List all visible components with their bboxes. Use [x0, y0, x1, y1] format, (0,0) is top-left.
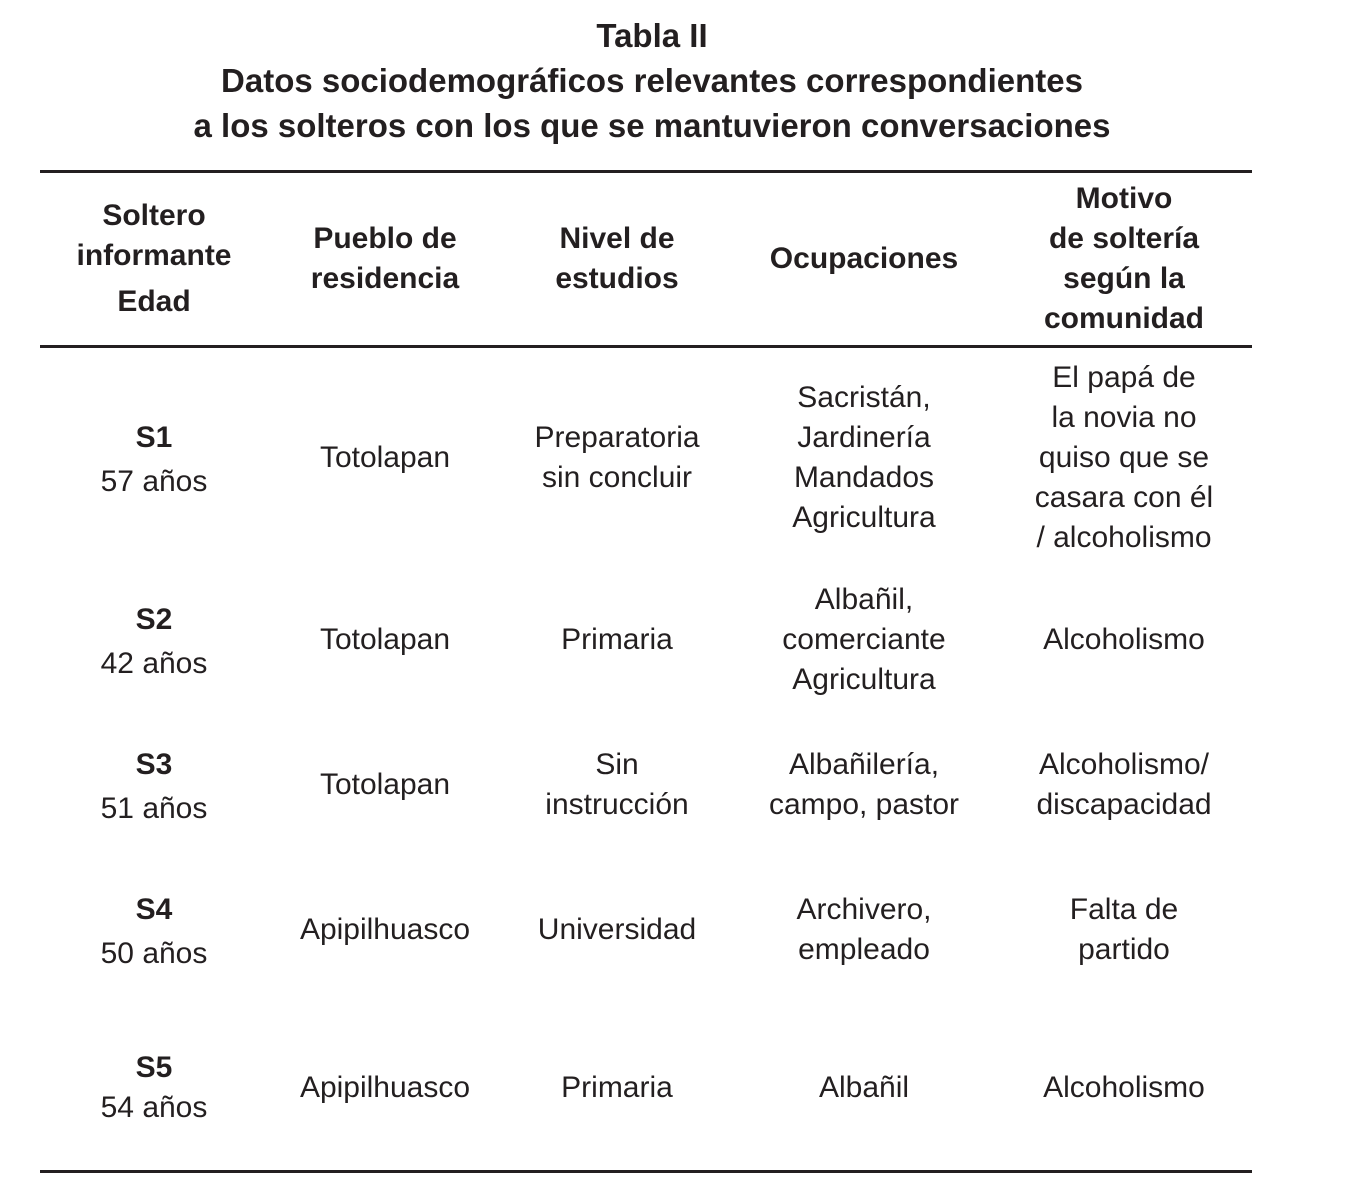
cell-town	[268, 1012, 502, 1164]
reason-line: El papá de	[1052, 361, 1196, 394]
header-line: Edad	[117, 285, 191, 318]
reason-line: Alcoholismo/	[1038, 748, 1210, 781]
reason-line: Falta de	[1069, 893, 1179, 926]
cell-education	[502, 722, 732, 848]
cell-occupations	[732, 1012, 996, 1164]
occupations-line: Agricultura	[792, 663, 936, 696]
cell-education	[502, 358, 732, 558]
soltero-age: 51 años	[100, 792, 208, 825]
header-soltero	[40, 173, 268, 345]
cell-soltero	[40, 358, 268, 558]
town-line: Apipilhuasco	[299, 913, 471, 946]
cell-soltero	[40, 1012, 268, 1164]
reason-line: partido	[1078, 933, 1170, 966]
cell-town	[268, 848, 502, 1012]
education-line: Primaria	[561, 1071, 673, 1104]
education-line: sin concluir	[541, 461, 693, 494]
soltero-age: 50 años	[100, 937, 208, 970]
cell-occupations	[732, 722, 996, 848]
table-row	[40, 358, 1252, 558]
town-line: Apipilhuasco	[299, 1071, 471, 1104]
soltero-id: S1	[135, 421, 173, 454]
header-line: informante	[76, 239, 232, 272]
cell-town	[268, 722, 502, 848]
header-line: Soltero	[102, 199, 206, 232]
reason-line: Alcoholismo	[1043, 623, 1205, 656]
reason-line: casara con él	[1034, 481, 1214, 514]
occupations-line: Albañil	[818, 1071, 910, 1104]
table-row	[40, 1012, 1252, 1164]
soltero-id: S3	[135, 748, 173, 781]
occupations-line: campo, pastor	[768, 788, 960, 821]
town-line: Totolapan	[319, 623, 451, 656]
header-line: Nivel de	[559, 222, 675, 255]
table-title	[0, 13, 1304, 148]
occupations-line: Albañilería,	[788, 748, 940, 781]
town-line: Totolapan	[319, 441, 451, 474]
header-line: estudios	[555, 262, 679, 295]
soltero-age: 42 años	[100, 647, 208, 680]
header-line: residencia	[310, 262, 460, 295]
cell-reason	[996, 558, 1252, 722]
header-motivo	[996, 173, 1252, 345]
cell-reason	[996, 358, 1252, 558]
table-row	[40, 848, 1252, 1012]
table-number: Tabla II	[596, 17, 708, 54]
header-line: Motivo	[1075, 182, 1173, 215]
soltero-id: S5	[135, 1051, 173, 1084]
table-caption-line-1: Datos sociodemográficos relevantes correspondientes	[221, 62, 1083, 99]
occupations-line: Archivero,	[796, 893, 932, 926]
reason-line: discapacidad	[1036, 788, 1212, 821]
table-row	[40, 558, 1252, 722]
header-row	[40, 173, 1252, 345]
table-caption-line-2: a los solteros con los que se mantuvieron conversaciones	[193, 107, 1111, 144]
education-line: Primaria	[561, 623, 673, 656]
cell-education	[502, 558, 732, 722]
reason-line: Alcoholismo	[1043, 1071, 1205, 1104]
soltero-age: 57 años	[100, 465, 208, 498]
header-nivel	[502, 173, 732, 345]
header-line: de soltería	[1048, 222, 1200, 255]
occupations-line: Mandados	[793, 461, 935, 494]
bottom-rule	[40, 1170, 1252, 1173]
header-line: Ocupaciones	[769, 242, 959, 275]
reason-line: la novia no	[1051, 401, 1197, 434]
town-line: Totolapan	[319, 768, 451, 801]
header-pueblo	[268, 173, 502, 345]
soltero-age: 54 años	[100, 1091, 208, 1124]
cell-occupations	[732, 358, 996, 558]
header-ocupaciones	[732, 173, 996, 345]
soltero-id: S4	[135, 893, 173, 926]
reason-line: quiso que se	[1038, 441, 1210, 474]
header-line: según la	[1063, 262, 1185, 295]
education-line: Sin	[595, 748, 639, 781]
cell-reason	[996, 848, 1252, 1012]
cell-soltero	[40, 722, 268, 848]
cell-education	[502, 848, 732, 1012]
cell-town	[268, 558, 502, 722]
cell-soltero	[40, 558, 268, 722]
cell-occupations	[732, 848, 996, 1012]
education-line: Preparatoria	[534, 421, 700, 454]
cell-soltero	[40, 848, 268, 1012]
occupations-line: Agricultura	[792, 501, 936, 534]
header-rule	[40, 345, 1252, 348]
education-line: instrucción	[545, 788, 689, 821]
soltero-id: S2	[135, 603, 173, 636]
education-line: Universidad	[537, 913, 697, 946]
occupations-line: Jardinería	[797, 421, 931, 454]
cell-reason	[996, 1012, 1252, 1164]
occupations-line: comerciante	[782, 623, 946, 656]
reason-line: / alcoholismo	[1036, 521, 1212, 554]
table-row	[40, 722, 1252, 848]
occupations-line: Sacristán,	[797, 381, 931, 414]
cell-education	[502, 1012, 732, 1164]
cell-occupations	[732, 558, 996, 722]
occupations-line: Albañil,	[814, 583, 914, 616]
header-line: Pueblo de	[313, 222, 457, 255]
cell-reason	[996, 722, 1252, 848]
header-line: comunidad	[1043, 302, 1204, 335]
occupations-line: empleado	[798, 933, 930, 966]
cell-town	[268, 358, 502, 558]
